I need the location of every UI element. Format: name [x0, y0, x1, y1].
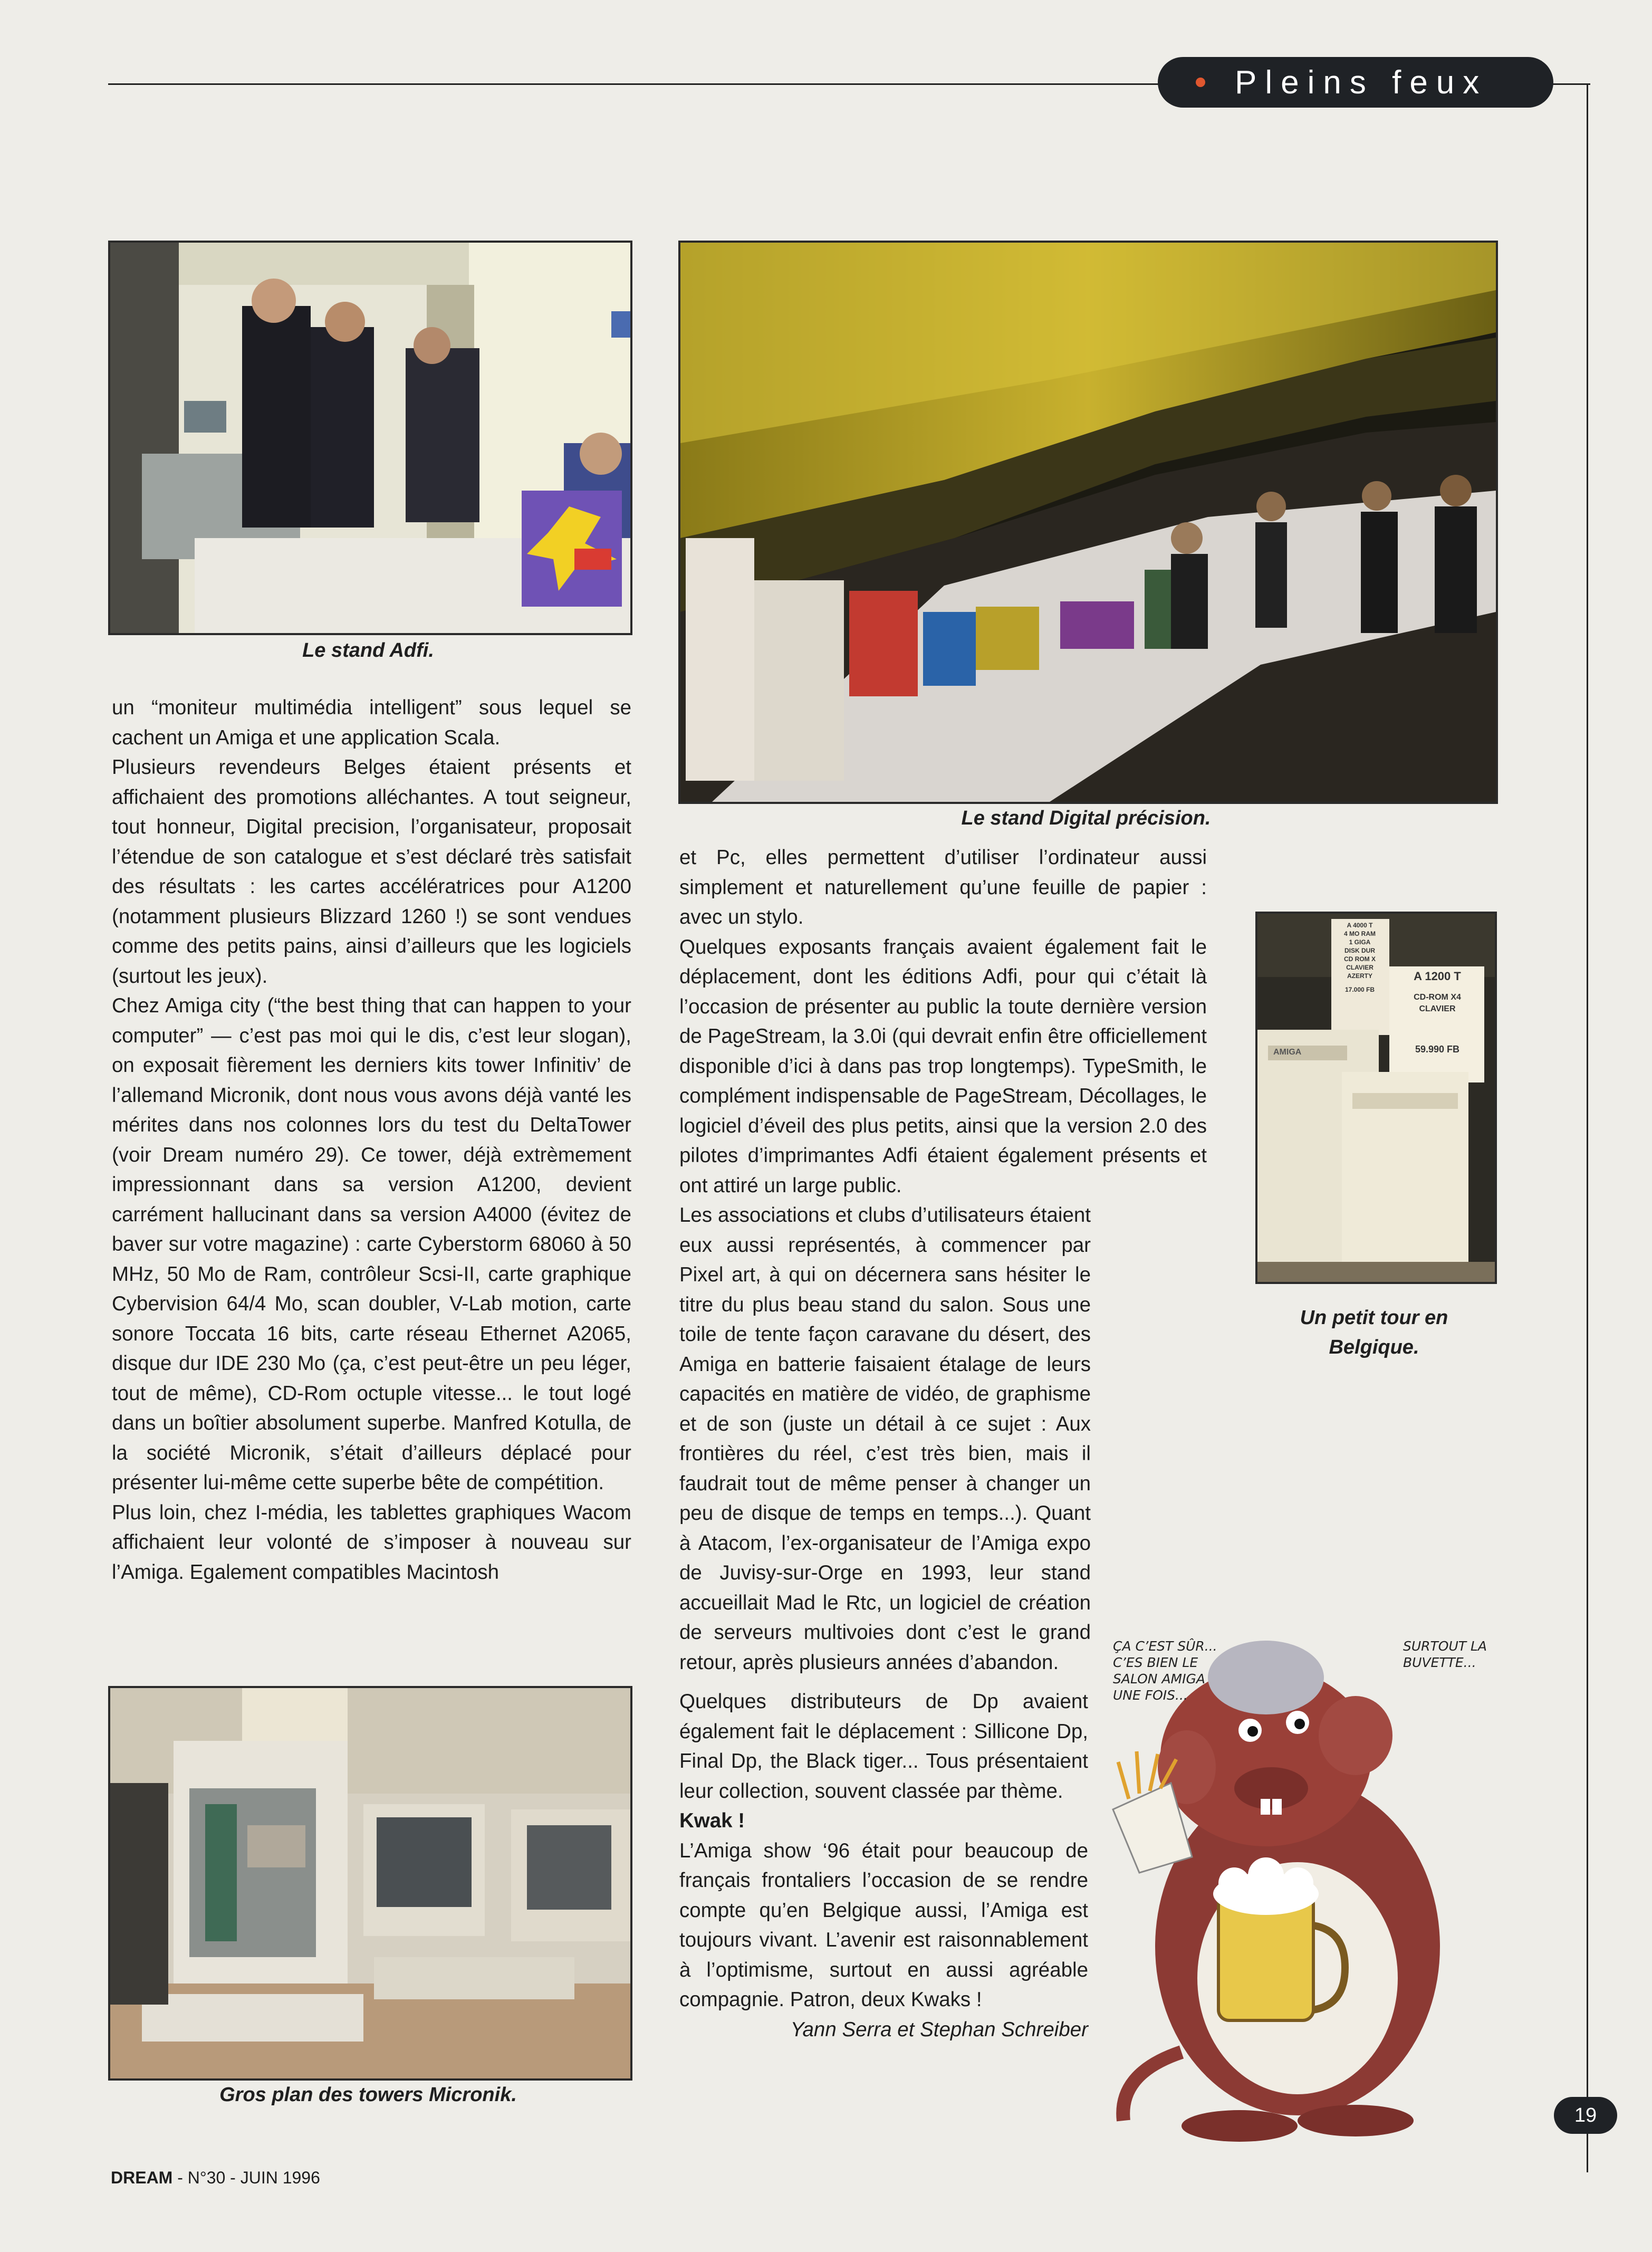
bubble-line: UNE FOIS...: [1113, 1688, 1188, 1703]
sign-line: 4 MO RAM: [1344, 930, 1376, 937]
paragraph: Quelques distributeurs de Dp avaient également fait le déplacement : Sillicone Dp, Final Dp, the Black tiger... Tous présentaient leur collection, souvent classée par thème.: [679, 1690, 1088, 1803]
bubble-line: ÇA C’EST SÛR...: [1113, 1638, 1217, 1654]
sign-line: A 1200 T: [1414, 970, 1461, 983]
caption-digital-precision: Le stand Digital précision.: [961, 807, 1211, 829]
sign-line: 59.990 FB: [1415, 1044, 1460, 1055]
footer-issue-text: - N°30 - JUIN 1996: [172, 2168, 320, 2187]
sign-line: 17.000 FB: [1344, 986, 1375, 993]
paragraph: Quelques exposants français avaient également fait le déplacement, dont les éditions Adfi, pour qui c’était là l’occasion de présenter au public la toute dernière version de PageStream, la 3.0i (qui devrait enfin être officiellement disponible d’ici à dans pas trop longtemps). TypeSmith, le complément indispensable de PageStream, Décollages, le logiciel d’éveil des plus petits, ainsi que la version 2.0 des pilotes d’imprimantes Adfi étaient également présents et ont attiré un large public.: [679, 935, 1207, 1197]
bubble-line: SURTOUT LA: [1403, 1638, 1487, 1654]
paragraph: Les associations et clubs d’utilisateurs étaient eux aussi représentés, à commencer par Pixel art, à qui on décernera sans hésiter le titre du plus beau stand du salon. Sous une toile de tente façon caravane du désert, des Amiga en batterie faisaient étalage de leurs capacités en matière de vidéo, de graphisme et de son (juste un détail à ce sujet : Aux frontières du réel, c’est très bien, mais il faudrait tout de même penser à changer un peu de disque de temps en temps...). Quant à Atacom, l’ex-organisateur de l’Amiga expo de Juvisy-sur-Orge en 1993, leur stand accueillait Mad le Rtc, un logiciel de création de serveurs multivoies dont c’est le grand retour, après plusieurs années d’abandon.: [679, 1204, 1091, 1674]
caption-micronik: Gros plan des towers Micronik.: [219, 2084, 517, 2106]
photo-micronik-towers: [108, 1686, 632, 2081]
article-column-3: [679, 1687, 1088, 2045]
sign-line: CLAVIER: [1346, 964, 1374, 971]
speech-bubble-left: [1113, 1638, 1217, 1703]
subheading-kwak: Kwak !: [679, 1809, 745, 1832]
caption-tour-text: Un petit tour en Belgique.: [1300, 1307, 1448, 1358]
sign-line: CLAVIER: [1419, 1004, 1456, 1013]
paragraph: Plusieurs revendeurs Belges étaient présents et affichaient des promotions alléchantes. A tout seigneur, tout honneur, Digital precision, l’organisateur, proposait l’étendue de son catalogue et s’est déclaré très satisfait des résultats : les cartes accélératrices pour A1200 (notamment plusieurs Blizzard 1260 !) se sont vendues comme des petits pains, ainsi d’ailleurs que les logiciels (surtout les jeux).: [112, 756, 631, 988]
bullet-dot-icon: [1196, 78, 1205, 87]
photo-digital-precision: [678, 241, 1498, 804]
sign-line: CD ROM X: [1344, 955, 1376, 963]
article-column-1: [112, 693, 631, 1587]
caption-adfi: Le stand Adfi.: [302, 639, 434, 662]
sign-line: CD-ROM X4: [1414, 993, 1461, 1002]
amiga-tower-label: AMIGA: [1273, 1048, 1302, 1057]
right-border-rule: [1587, 83, 1588, 2172]
bubble-line: BUVETTE...: [1403, 1655, 1476, 1670]
price-sign-a4000: [1331, 921, 1388, 994]
section-badge: [1158, 57, 1553, 108]
price-sign-a1200: [1392, 971, 1482, 1055]
sign-line: DISK DUR: [1344, 947, 1375, 954]
footer-brand: DREAM: [111, 2168, 173, 2187]
paragraph: Chez Amiga city (“the best thing that can happen to your computer” — c’est pas moi qui le dis, c’est leur slogan), on exposait fièrement les derniers kits tower Infinitiv’ de l’allemand Micronik, dont nous vous avons déjà vanté les mérites dans nos colonnes lors du test du DeltaTower (voir Dream numéro 29). Ce tower, déjà extrèmement impressionnant dans sa version A1200, devient carrément hallucinant dans sa version A4000 (évitez de baver sur votre magazine) : carte Cyberstorm 68060 à 50 MHz, 50 Mo de Ram, contrôleur Scsi-II, carte graphique Cybervision 64/4 Mo, scan doubler, V-Lab motion, carte sonore Toccata 16 bits, carte réseau Ethernet A2065, disque dur IDE 230 Mo (ça, c’est peut-être un peu léger, tout de même), CD-Rom octuple vitesse... le tout logé dans un boîtier absolument superbe. Manfred Kotulla, de la société Micronik, s’était d’ailleurs déplacé pour présenter lui-même cette superbe bête de compétition.: [112, 994, 631, 1494]
paragraph: un “moniteur multimédia intelligent” sous lequel se cachent un Amiga et une application Scala.: [112, 696, 631, 749]
section-label: Pleins feux: [1235, 64, 1488, 101]
footer-issue: [111, 2168, 320, 2188]
paragraph: et Pc, elles permettent d’utiliser l’ordinateur aussi simplement et naturellement qu’une feuille de papier : avec un stylo.: [679, 846, 1207, 928]
sign-line: A 4000 T: [1347, 922, 1373, 929]
bubble-line: SALON AMIGA: [1113, 1671, 1205, 1686]
article-column-2: [679, 843, 1207, 1678]
paragraph: Plus loin, chez I-média, les tablettes graphiques Wacom affichaient leur volonté de s’imposer à nouveau sur l’Amiga. Egalement compatibles Macintosh: [112, 1501, 631, 1584]
speech-bubble-right: [1403, 1638, 1487, 1671]
bubble-line: C’ES BIEN LE: [1113, 1655, 1198, 1670]
photo-belgique-towers: [1255, 912, 1497, 1284]
page-number: 19: [1554, 2097, 1617, 2134]
photo-adfi-stand: [108, 241, 632, 635]
sign-line: AZERTY: [1347, 972, 1372, 980]
paragraph: L’Amiga show ‘96 était pour beaucoup de français frontaliers l’occasion de se rendre compte qu’en Belgique aussi, l’Amiga est toujours vivant. L’avenir est raisonnablement à l’optimisme, surtout en aussi agréable compagnie. Patron, deux Kwaks !: [679, 1839, 1088, 2011]
author-signature: Yann Serra et Stephan Schreiber: [790, 2018, 1088, 2041]
sign-line: 1 GIGA: [1349, 938, 1371, 946]
caption-belgique: [1255, 1303, 1493, 1362]
